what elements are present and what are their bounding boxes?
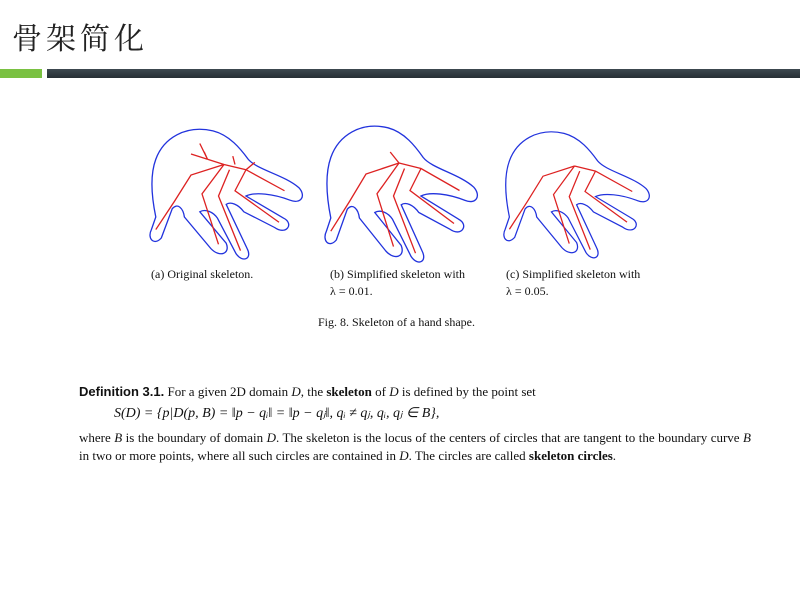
hand-outline-b (325, 126, 477, 262)
subcaption-a-line1: (a) Original skeleton. (151, 267, 254, 281)
subcaption-b-line2: λ = 0.01. (330, 284, 373, 298)
skeleton-formula: S(D) = {p|D(p, B) = ‖p − qᵢ‖ = ‖p − qⱼ‖, qᵢ ≠ qⱼ, qᵢ, qⱼ ∈ B}, (114, 406, 440, 421)
subcaption-a (151, 266, 253, 283)
hand-panel-a (150, 129, 302, 259)
subcaption-b (330, 266, 465, 300)
title-bar-accent (0, 69, 42, 78)
math-var: D (389, 384, 399, 399)
definition-text: is defined by the point set (398, 384, 536, 399)
slide-title: 骨架简化 (12, 22, 148, 57)
hand-outline-a (150, 129, 302, 259)
title-underline-bar (0, 69, 800, 78)
skeleton-a (156, 144, 285, 251)
definition-heading: Definition 3.1. (79, 384, 165, 399)
hand-outline-c (504, 132, 649, 258)
definition-text: of (371, 384, 390, 399)
definition-intro (79, 383, 751, 401)
subcaption-c-line1: (c) Simplified skeleton with (506, 267, 641, 281)
definition-text: . (612, 448, 617, 463)
subcaption-c (506, 266, 640, 300)
title-bar-rule (47, 69, 800, 78)
definition-term: skeleton (326, 384, 372, 399)
math-var: D (266, 430, 276, 445)
definition-text: . The skeleton is the locus of the centers of circles that are tangent to the boundary curve (275, 430, 744, 445)
definition-text: For a given 2D domain (167, 384, 292, 399)
definition-term: skeleton circles (528, 448, 613, 463)
definition-block (79, 383, 751, 465)
definition-text: , the (300, 384, 327, 399)
hand-panel-b (325, 126, 477, 262)
definition-text: . The circles are called (408, 448, 529, 463)
math-var: D (399, 448, 409, 463)
subcaption-c-line2: λ = 0.05. (506, 284, 549, 298)
math-var: B (114, 430, 123, 445)
definition-text: in two or more points, where all such circles are contained in (79, 448, 400, 463)
definition-text: where (79, 430, 115, 445)
definition-text: is the boundary of domain (122, 430, 267, 445)
math-var: B (743, 430, 751, 445)
hand-skeleton-figure (130, 115, 690, 340)
hand-panel-c (504, 132, 649, 258)
definition-paragraph (79, 429, 751, 465)
subcaption-b-line1: (b) Simplified skeleton with (330, 267, 465, 281)
math-var: D (291, 384, 301, 399)
figure-caption: Fig. 8. Skeleton of a hand shape. (318, 315, 475, 329)
